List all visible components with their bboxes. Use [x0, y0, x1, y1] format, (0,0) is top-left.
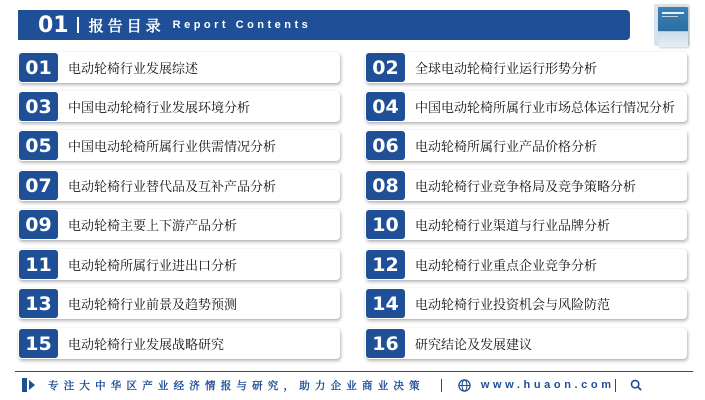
- search-icon[interactable]: [630, 379, 642, 391]
- toc-item-number: 16: [366, 329, 405, 358]
- toc-item-label: 电动轮椅所属行业产品价格分析: [415, 140, 598, 155]
- toc-item-number: 08: [366, 171, 405, 200]
- footer-website-link[interactable]: www.huaon.com: [480, 379, 615, 391]
- toc-item-number: 01: [19, 53, 58, 82]
- toc-item[interactable]: [365, 209, 687, 240]
- toc-item-label: 中国电动轮椅行业发展环境分析: [68, 101, 251, 116]
- toc-item-number: 09: [19, 210, 58, 239]
- toc-item-label: 研究结论及发展建议: [415, 338, 533, 353]
- header-divider: [77, 17, 79, 33]
- toc-item[interactable]: [18, 52, 340, 83]
- toc-item-label: 电动轮椅行业发展综述: [68, 62, 199, 77]
- toc-item-number: 04: [366, 92, 405, 121]
- footer-separator: [441, 379, 442, 392]
- toc-item[interactable]: [18, 170, 340, 201]
- toc-item[interactable]: [365, 91, 687, 122]
- report-cover-icon: [648, 4, 692, 48]
- globe-icon: [458, 379, 471, 392]
- toc-item-label: 电动轮椅行业重点企业竞争分析: [415, 259, 598, 274]
- toc-item-number: 10: [366, 210, 405, 239]
- toc-item-label: 中国电动轮椅所属行业市场总体运行情况分析: [415, 101, 676, 116]
- toc-item-number: 07: [19, 171, 58, 200]
- toc-item-label: 电动轮椅行业发展战略研究: [68, 338, 225, 353]
- section-number: 01: [38, 12, 69, 38]
- toc-item-label: 电动轮椅所属行业进出口分析: [68, 259, 238, 274]
- toc-item-number: 11: [19, 250, 58, 279]
- toc-item-number: 02: [366, 53, 405, 82]
- toc-item-label: 电动轮椅主要上下游产品分析: [68, 219, 238, 234]
- toc-item[interactable]: [18, 209, 340, 240]
- toc-item-label: 电动轮椅行业投资机会与风险防范: [415, 298, 611, 313]
- toc-item-label: 电动轮椅行业渠道与行业品牌分析: [415, 219, 611, 234]
- footer: [15, 372, 695, 398]
- toc-item-number: 03: [19, 92, 58, 121]
- brand-mark-icon: [22, 378, 36, 392]
- toc-item-number: 14: [366, 289, 405, 318]
- toc-item[interactable]: [365, 288, 687, 319]
- toc-item[interactable]: [18, 130, 340, 161]
- toc-item-label: 中国电动轮椅所属行业供需情况分析: [68, 140, 277, 155]
- toc-item-number: 12: [366, 250, 405, 279]
- toc-item[interactable]: [18, 91, 340, 122]
- toc-item[interactable]: [365, 52, 687, 83]
- toc-item[interactable]: [365, 328, 687, 359]
- toc-item-number: 06: [366, 131, 405, 160]
- toc-item[interactable]: [18, 288, 340, 319]
- toc-item-number: 13: [19, 289, 58, 318]
- toc-item-number: 05: [19, 131, 58, 160]
- toc-item[interactable]: [365, 130, 687, 161]
- toc-item-label: 电动轮椅行业替代品及互补产品分析: [68, 180, 277, 195]
- page-subtitle: Report Contents: [172, 19, 312, 31]
- toc-item[interactable]: [365, 249, 687, 280]
- toc-item-label: 电动轮椅行业前景及趋势预测: [68, 298, 238, 313]
- toc-item[interactable]: [365, 170, 687, 201]
- toc-item-label: 电动轮椅行业竞争格局及竞争策略分析: [415, 180, 637, 195]
- footer-separator: [615, 379, 616, 392]
- toc-item-number: 15: [19, 329, 58, 358]
- toc-item-label: 全球电动轮椅行业运行形势分析: [415, 62, 598, 77]
- toc-item[interactable]: [18, 328, 340, 359]
- page-title: 报告目录: [88, 16, 165, 35]
- footer-slogan: 专注大中华区产业经济情报与研究，助力企业商业决策: [48, 379, 425, 392]
- header-bar: [18, 10, 630, 40]
- toc-item[interactable]: [18, 249, 340, 280]
